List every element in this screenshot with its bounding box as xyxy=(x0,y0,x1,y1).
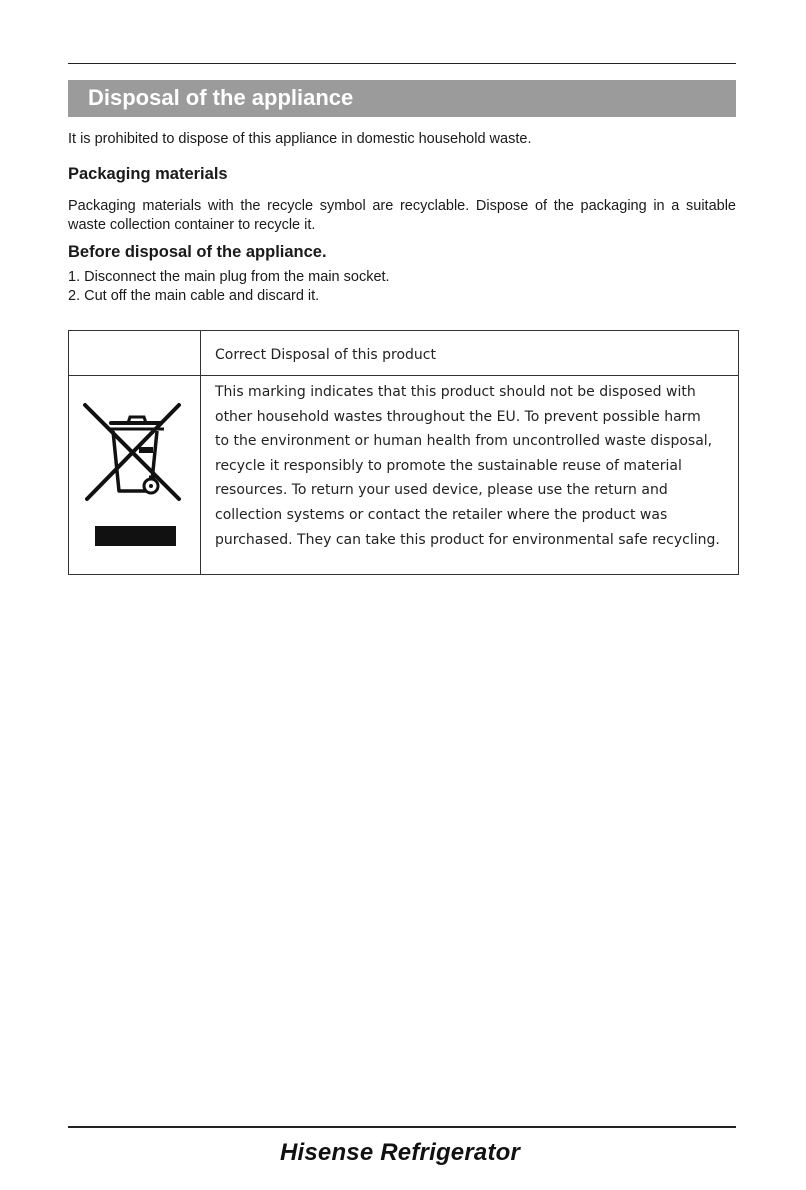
disposal-step: 2. Cut off the main cable and discard it. xyxy=(68,288,320,304)
crossed-out-wheelie-bin-icon xyxy=(81,399,191,549)
body-line: This marking indicates that this product should not be disposed with xyxy=(215,384,696,400)
body-line: other household wastes throughout the EU. To prevent possible harm xyxy=(215,408,701,425)
section-banner xyxy=(68,80,736,117)
packaging-heading: Packaging materials xyxy=(68,165,228,183)
table-column-divider xyxy=(200,331,201,574)
table-body-cell xyxy=(215,380,737,552)
before-disposal-heading: Before disposal of the appliance. xyxy=(68,243,327,261)
table-header-cell: Correct Disposal of this product xyxy=(215,347,436,363)
disposal-steps-list xyxy=(68,268,390,306)
body-line: resources. To return your used device, please use the return and xyxy=(215,482,668,499)
table-row-divider xyxy=(69,375,738,376)
packaging-text: Packaging materials with the recycle symbol are recyclable. Dispose of the packaging in a suitable waste collection container to recycle it. xyxy=(68,198,736,233)
intro-text: It is prohibited to dispose of this appliance in domestic household waste. xyxy=(68,131,532,147)
top-divider xyxy=(68,63,736,64)
bottom-divider xyxy=(68,1126,736,1128)
footer-brand: Hisense Refrigerator xyxy=(279,1139,521,1166)
body-line: collection systems or contact the retailer where the product was xyxy=(215,506,668,523)
body-line: to the environment or human health from uncontrolled waste disposal, xyxy=(215,433,713,450)
body-line: purchased. They can take this product for environmental safe recycling. xyxy=(215,531,720,548)
section-title: Disposal of the appliance xyxy=(88,85,354,110)
body-line: recycle it responsibly to promote the sustainable reuse of material xyxy=(215,457,682,474)
disposal-step: 1. Disconnect the main plug from the main socket. xyxy=(68,269,390,285)
weee-disposal-table xyxy=(68,330,739,575)
